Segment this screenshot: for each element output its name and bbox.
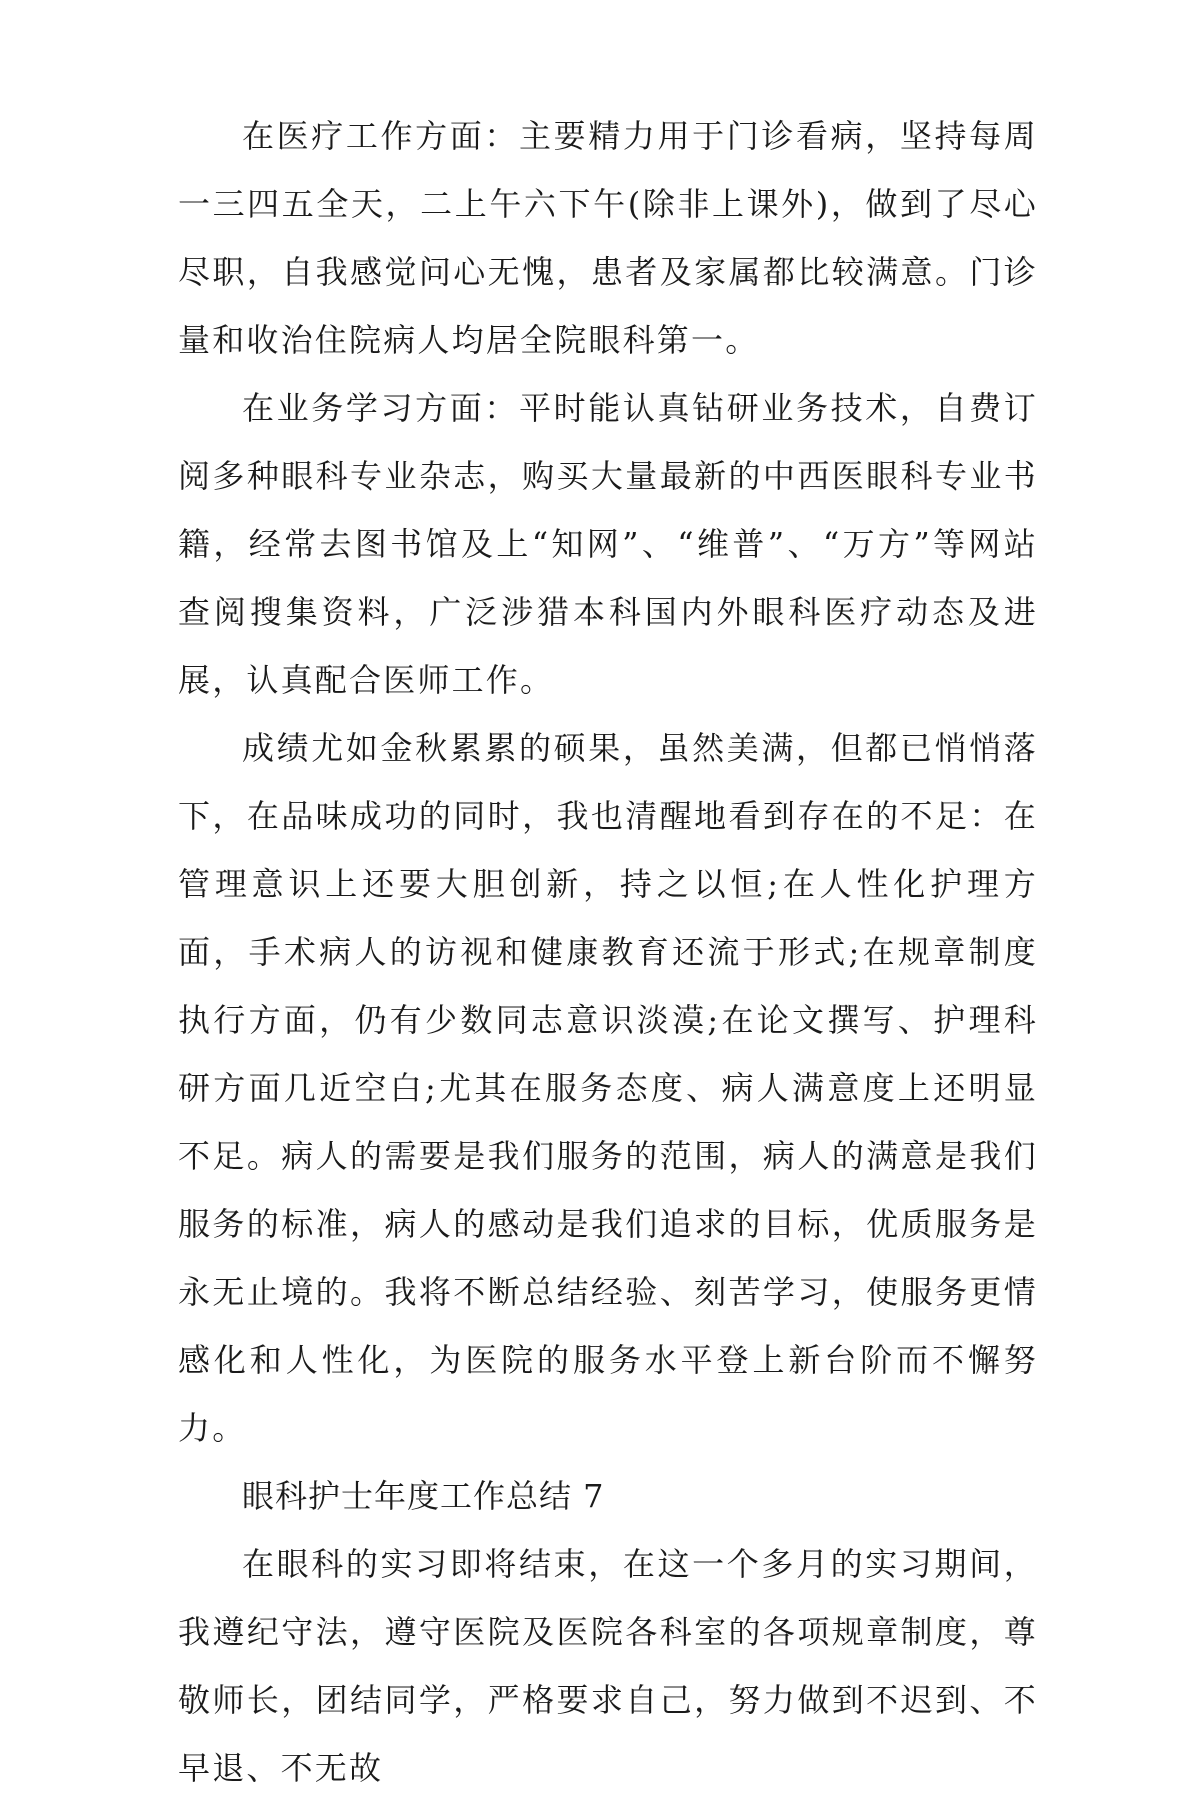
paragraph-internship: 在眼科的实习即将结束，在这一个多月的实习期间，我遵纪守法，遵守医院及医院各科室的各项规章制度，尊敬师长，团结同学，严格要求自己，努力做到不迟到、不早退、不无故 [178,1545,1038,1787]
paragraph-medical-work: 在医疗工作方面：主要精力用于门诊看病，坚持每周一三四五全天，二上午六下午(除非上课外)，做到了尽心尽职，自我感觉问心无愧，患者及家属都比较满意。门诊量和收治住院病人均居全院眼科第一。 [178,117,1038,359]
paragraph-achievements: 成绩尤如金秋累累的硕果，虽然美满，但都已悄悄落下，在品味成功的同时，我也清醒地看到存在的不足：在管理意识上还要大胆创新，持之以恒;在人性化护理方面，手术病人的访视和健康教育还流于形式;在规章制度执行方面，仍有少数同志意识淡漠;在论文撰写、护理科研方面几近空白;尤其在服务态度、病人满意度上还明显不足。病人的需要是我们服务的范围，病人的满意是我们服务的标准，病人的感动是我们追求的目标，优质服务是永无止境的。我将不断总结经验、刻苦学习，使服务更情感化和人性化，为医院的服务水平登上新台阶而不懈努力。 [178,729,1038,1447]
paragraph-study: 在业务学习方面：平时能认真钻研业务技术，自费订阅多种眼科专业杂志，购买大量最新的中西医眼科专业书籍，经常去图书馆及上“知网”、“维普”、“万方”等网站查阅搜集资料，广泛涉猎本科国内外眼科医疗动态及进展，认真配合医师工作。 [178,389,1038,699]
document-body [178,102,1038,1802]
section-heading: 眼科护士年度工作总结 7 [242,1477,605,1515]
